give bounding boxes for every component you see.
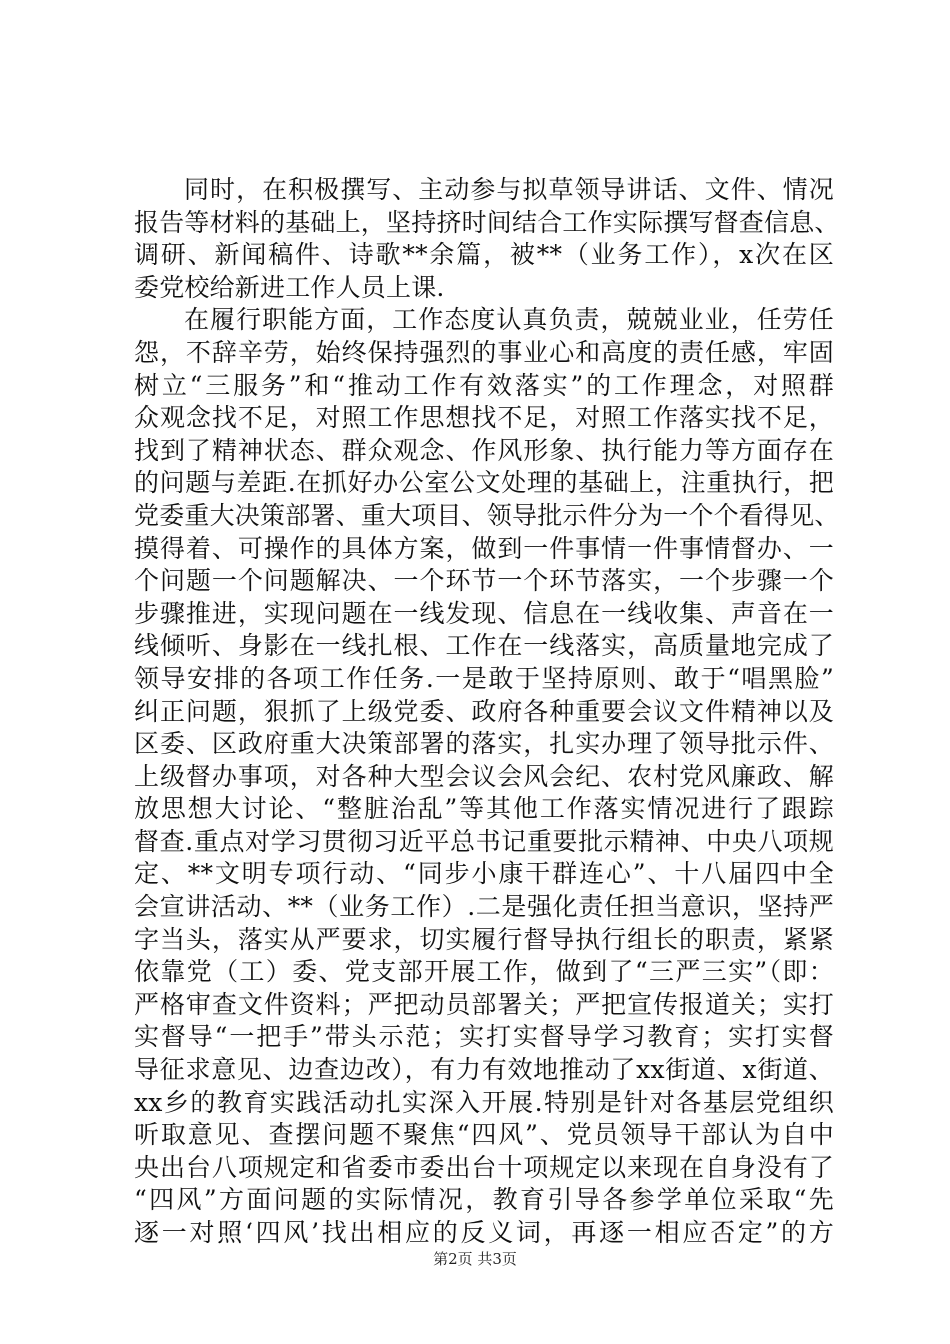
text-line: 依靠党（工）委、党支部开展工作，做到了“三严三实”（即： — [134, 957, 834, 987]
paragraph — [134, 174, 840, 304]
text-line: 逐一对照‘四风’找出相应的反义词，再逐一相应否定”的方 — [134, 1218, 834, 1247]
text-line: 党委重大决策部署、重大项目、领导批示件分为一个个看得见、 — [134, 500, 840, 530]
text-line: 听取意见、查摆问题不聚焦“四风”、党员领导干部认为自中 — [134, 1120, 834, 1150]
text-line: 央出台八项规定和省委市委出台十项规定以来现在自身没有了 — [134, 1152, 834, 1182]
text-line: 同时，在积极撰写、主动参与拟草领导讲话、文件、情况 — [184, 175, 834, 204]
text-line: 怨，不辞辛劳，始终保持强烈的事业心和高度的责任感，牢固 — [134, 337, 834, 367]
text-line: 摸得着、可操作的具体方案，做到一件事情一件事情督办、一 — [134, 533, 834, 563]
text-line: 纠正问题，狠抓了上级党委、政府各种重要会议文件精神以及 — [134, 696, 834, 726]
text-line: 众观念找不足，对照工作思想找不足，对照工作落实找不足， — [134, 403, 834, 433]
text-line: 树立“三服务”和“推动工作有效落实”的工作理念，对照群 — [134, 370, 834, 400]
text-line: 实督导“一把手”带头示范；实打实督导学习教育；实打实督 — [134, 1022, 834, 1052]
text-line: 个问题一个问题解决、一个环节一个环节落实，一个步骤一个 — [134, 566, 834, 596]
text-line: 步骤推进，实现问题在一线发现、信息在一线收集、声音在一 — [134, 598, 834, 628]
text-line: 报告等材料的基础上，坚持挤时间结合工作实际撰写督查信息、 — [134, 207, 840, 237]
text-line: 的问题与差距.在抓好办公室公文处理的基础上，注重执行，把 — [134, 468, 834, 498]
text-line: 调研、新闻稿件、诗歌**余篇，被**（业务工作），x次在区 — [134, 240, 834, 270]
text-line: 放思想大讨论、“整脏治乱”等其他工作落实情况进行了跟踪 — [134, 794, 834, 824]
text-line: 严格审查文件资料；严把动员部署关；严把宣传报道关；实打 — [134, 989, 834, 1019]
paragraph — [134, 304, 840, 1249]
text-line: “四风”方面问题的实际情况，教育引导各参学单位采取“先 — [134, 1185, 834, 1215]
page-number-label: 第2页 共3页 — [433, 1250, 517, 1268]
text-line: 导征求意见、边查边改），有力有效地推动了xx街道、x街道、 — [134, 1055, 834, 1085]
document-body — [134, 174, 840, 1250]
text-line: 领导安排的各项工作任务.一是敢于坚持原则、敢于“唱黑脸” — [134, 663, 834, 693]
page-footer — [0, 1250, 950, 1268]
text-line: 督查.重点对学习贯彻习近平总书记重要批示精神、中央八项规 — [134, 826, 834, 856]
text-line: 会宣讲活动、**（业务工作）.二是强化责任担当意识，坚持严 — [134, 892, 834, 922]
text-line: 上级督办事项，对各种大型会议会风会纪、农村党风廉政、解 — [134, 761, 834, 791]
text-line: 找到了精神状态、群众观念、作风形象、执行能力等方面存在 — [134, 435, 834, 465]
text-line: 字当头，落实从严要求，切实履行督导执行组长的职责，紧紧 — [134, 924, 834, 954]
text-line: xx乡的教育实践活动扎实深入开展.特别是针对各基层党组织 — [134, 1087, 834, 1117]
text-line: 在履行职能方面，工作态度认真负责，兢兢业业，任劳任 — [184, 305, 834, 335]
text-line: 线倾听、身影在一线扎根、工作在一线落实，高质量地完成了 — [134, 631, 834, 661]
text-line: 区委、区政府重大决策部署的落实，扎实办理了领导批示件、 — [134, 729, 834, 759]
text-line: 委党校给新进工作人员上课. — [134, 272, 445, 302]
text-line: 定、**文明专项行动、“同步小康干群连心”、十八届四中全 — [134, 859, 834, 889]
